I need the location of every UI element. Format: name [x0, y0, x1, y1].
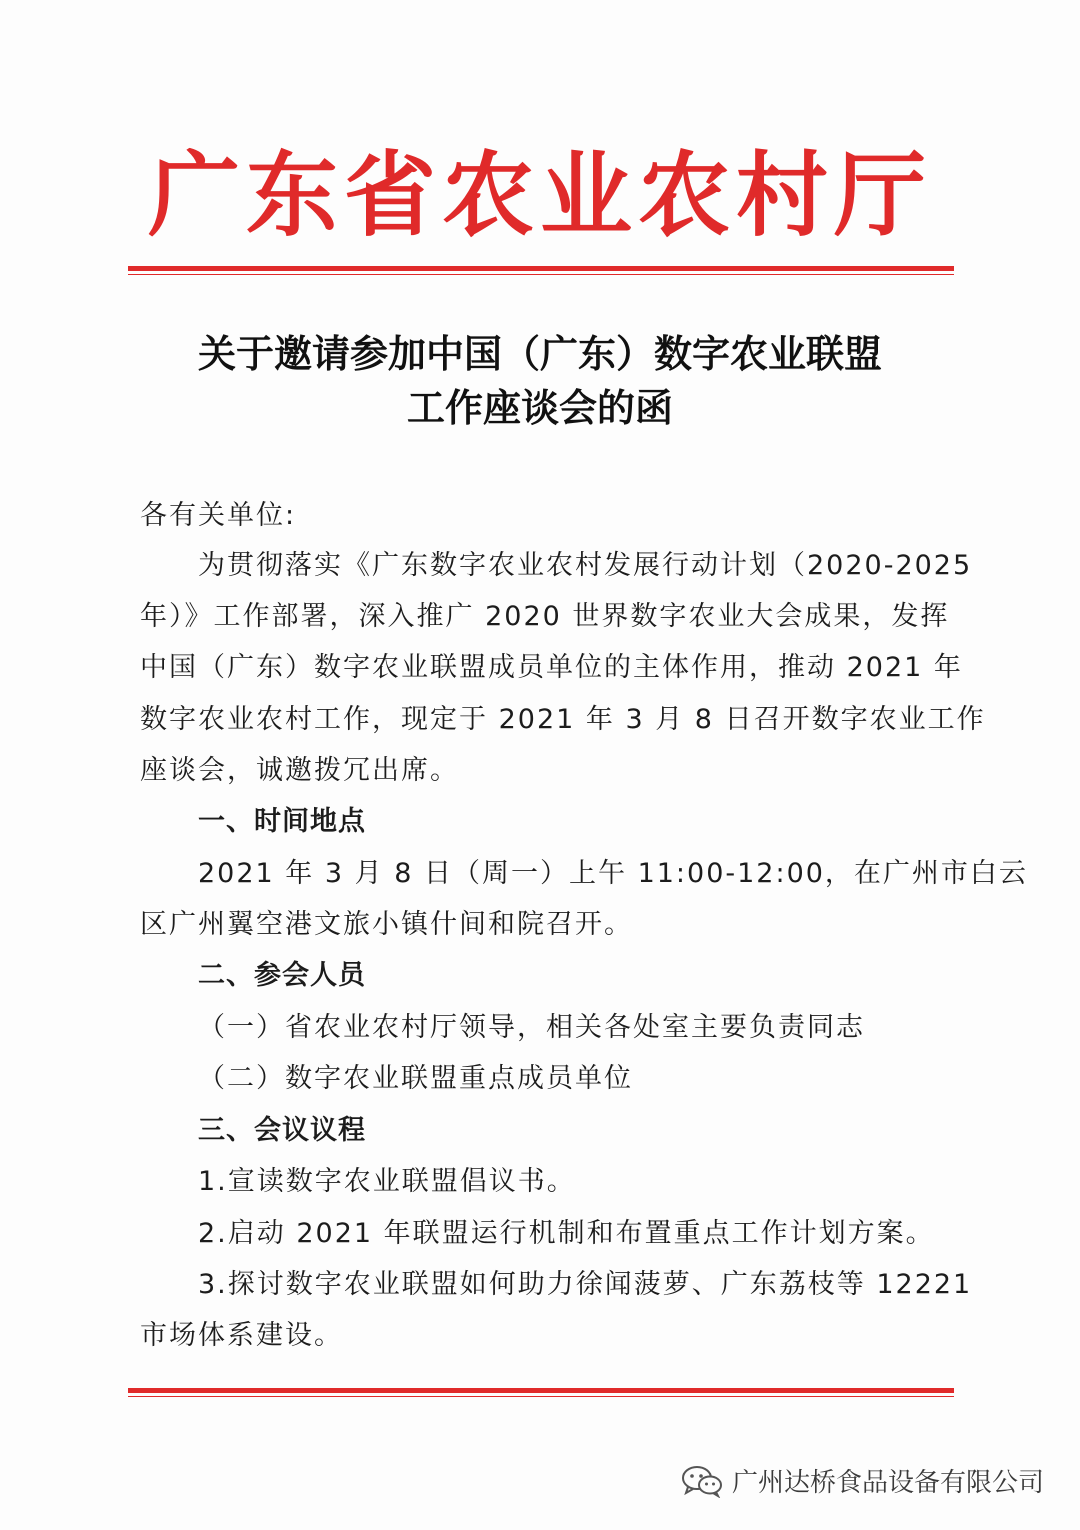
- intro-line: 中国（广东）数字农业联盟成员单位的主体作用，推动 2021 年: [140, 652, 963, 683]
- section-heading-attendees: 二、参会人员: [198, 960, 366, 991]
- intro-line: 数字农业农村工作，现定于 2021 年 3 月 8 日召开数字农业工作: [140, 704, 986, 735]
- footer-red-rule: [128, 1388, 954, 1393]
- attendee-item: （二）数字农业联盟重点成员单位: [198, 1063, 633, 1094]
- section-text: 区广州翼空港文旅小镇什间和院召开。: [140, 909, 633, 940]
- watermark-footer: [680, 1462, 1044, 1499]
- agenda-item: 市场体系建设。: [140, 1320, 343, 1351]
- intro-line: 为贯彻落实《广东数字农业农村发展行动计划（2020-2025: [198, 550, 973, 581]
- masthead-title: 广东省农业农村厅: [147, 141, 932, 249]
- section-heading-agenda: 三、会议议程: [198, 1115, 366, 1146]
- salutation: 各有关单位:: [140, 500, 297, 531]
- section-text: 2021 年 3 月 8 日（周一）上午 11:00-12:00，在广州市白云: [198, 858, 1028, 889]
- agenda-item: 3.探讨数字农业联盟如何助力徐闻菠萝、广东荔枝等 12221: [198, 1269, 973, 1300]
- intro-line: 年）》工作部署，深入推广 2020 世界数字农业大会成果，发挥: [140, 601, 950, 632]
- agenda-item: 1.宣读数字农业联盟倡议书。: [198, 1166, 576, 1197]
- footer-thin-rule: [128, 1396, 954, 1397]
- document-title-line-1: 关于邀请参加中国（广东）数字农业联盟: [197, 331, 882, 376]
- agenda-item: 2.启动 2021 年联盟运行机制和布置重点工作计划方案。: [198, 1218, 935, 1249]
- intro-line: 座谈会，诚邀拨冗出席。: [140, 755, 459, 786]
- attendee-item: （一）省农业农村厅领导，相关各处室主要负责同志: [198, 1012, 865, 1043]
- document-title-line-2: 工作座谈会的函: [406, 385, 673, 430]
- section-heading-time-place: 一、时间地点: [198, 806, 366, 837]
- masthead-thin-rule: [128, 274, 954, 275]
- masthead-red-rule: [128, 266, 954, 271]
- wechat-icon: [680, 1464, 724, 1498]
- watermark-text: 广州达桥食品设备有限公司: [731, 1468, 1044, 1498]
